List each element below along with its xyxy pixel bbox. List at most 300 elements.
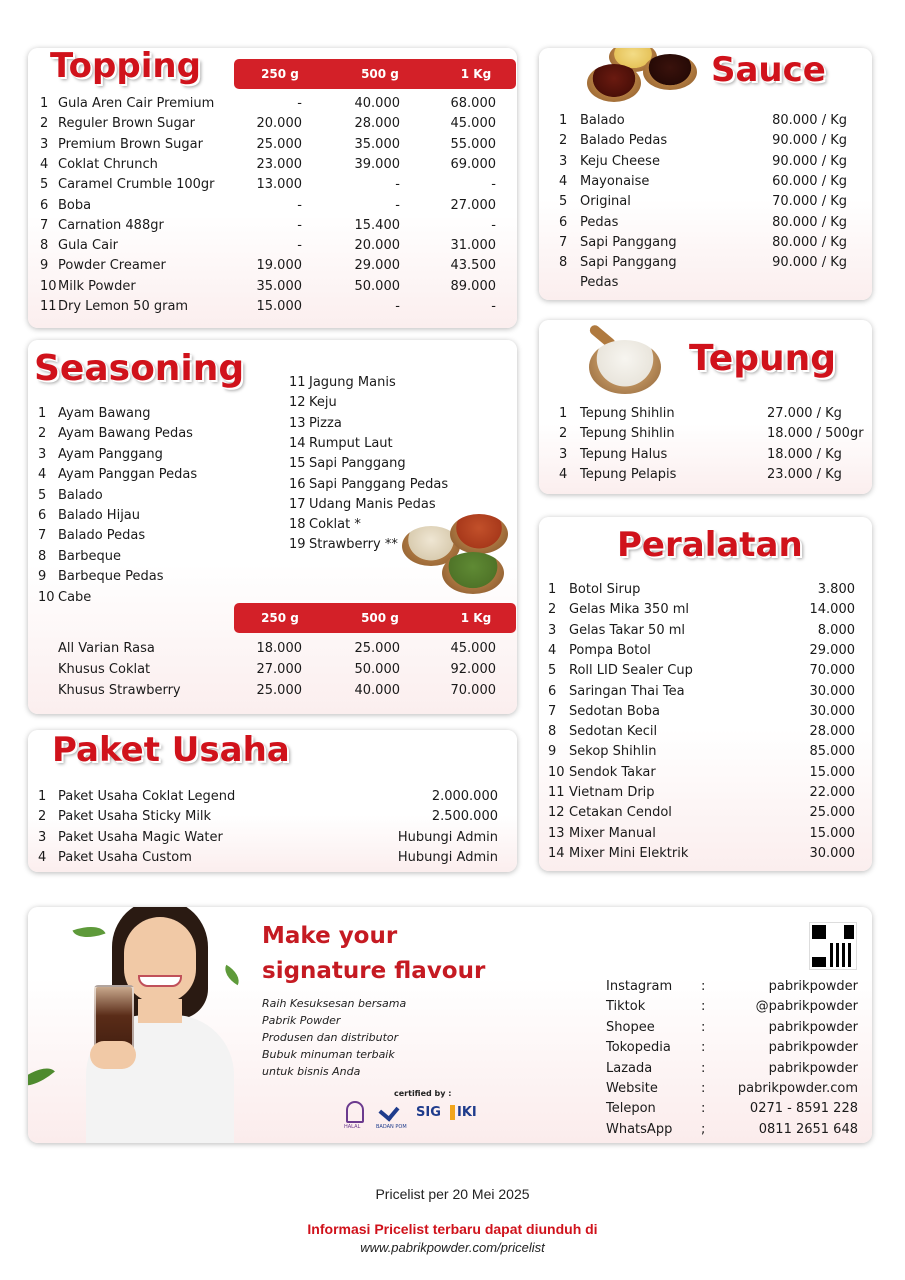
row-number: 2 xyxy=(548,602,557,618)
contact-label: Tokopedia xyxy=(606,1040,671,1056)
table-row xyxy=(539,255,872,275)
price-500g: 40.000 xyxy=(354,683,400,698)
table-row xyxy=(28,641,517,661)
price-500g: 50.000 xyxy=(354,278,400,294)
table-row xyxy=(539,235,872,255)
row-number: 3 xyxy=(559,153,568,169)
item-name: Pompa Botol xyxy=(569,642,651,658)
contact-row xyxy=(28,1061,872,1081)
item-name: Caramel Crumble 100gr xyxy=(58,177,215,193)
item-name: Balado xyxy=(580,113,625,128)
table-row-continuation xyxy=(539,275,872,295)
price-1kg: - xyxy=(491,217,496,233)
contact-value-link[interactable]: 0811 2651 648 xyxy=(758,1121,858,1137)
price-500g: 15.400 xyxy=(354,217,400,233)
contact-separator: : xyxy=(701,999,706,1015)
item-name: Keju xyxy=(309,395,337,411)
price-1kg: 27.000 xyxy=(450,197,496,213)
table-row xyxy=(28,850,517,870)
table-row xyxy=(28,662,517,682)
seasoning-header-500: 500 g xyxy=(361,611,399,625)
contact-label: WhatsApp xyxy=(606,1121,673,1137)
table-row xyxy=(539,663,872,683)
row-number: 8 xyxy=(40,238,49,254)
halal-logo-text: HALAL xyxy=(344,1124,361,1130)
flour-bowl-image xyxy=(583,322,667,396)
price-500g: 25.000 xyxy=(354,641,400,656)
table-row xyxy=(28,830,517,850)
table-row xyxy=(539,582,872,602)
tagline-line: Produsen dan distributor xyxy=(262,1031,399,1044)
price-250g: 20.000 xyxy=(256,116,302,132)
contact-separator: : xyxy=(701,1040,706,1056)
list-item xyxy=(28,375,517,395)
row-number: 17 xyxy=(289,496,306,512)
table-row xyxy=(539,785,872,805)
item-name: Mayonaise xyxy=(580,173,650,189)
item-name: Khusus Coklat xyxy=(58,662,151,677)
item-name: Sapi Panggang xyxy=(309,456,406,472)
item-name: Ayam Bawang Pedas xyxy=(58,426,193,442)
table-row xyxy=(28,258,517,278)
tagline-line: Pabrik Powder xyxy=(262,1014,341,1027)
item-price: 80.000 / Kg xyxy=(772,113,847,128)
table-row xyxy=(28,299,517,319)
price-250g: - xyxy=(297,96,302,111)
table-row xyxy=(539,426,872,446)
row-number: 8 xyxy=(548,724,557,740)
item-price: 70.000 / Kg xyxy=(772,194,847,210)
item-name: Jagung Manis xyxy=(309,375,396,390)
row-number: 2 xyxy=(38,809,47,825)
item-name: Roll LID Sealer Cup xyxy=(569,663,693,679)
row-number: 11 xyxy=(548,785,565,800)
row-number: 13 xyxy=(548,825,565,841)
row-number: 11 xyxy=(289,375,306,390)
row-number: 6 xyxy=(40,197,49,213)
seasoning-header-bar xyxy=(234,603,516,633)
price-1kg: 45.000 xyxy=(450,116,496,132)
certified-label: certified by : xyxy=(394,1089,452,1098)
price-500g: - xyxy=(395,177,400,193)
contact-label: Lazada xyxy=(606,1060,653,1076)
list-item xyxy=(28,477,517,497)
price-1kg: 69.000 xyxy=(450,156,496,172)
item-name: Sendok Takar xyxy=(569,764,656,780)
item-price: Hubungi Admin xyxy=(397,829,498,845)
table-row xyxy=(28,218,517,238)
row-number: 2 xyxy=(38,426,47,442)
item-name: Mixer Manual xyxy=(569,825,656,841)
contact-separator: : xyxy=(701,1101,706,1117)
price-250g: 19.000 xyxy=(256,258,302,274)
peralatan-card xyxy=(539,517,872,871)
item-name: Gelas Mika 350 ml xyxy=(569,602,690,618)
item-price: Hubungi Admin xyxy=(397,849,498,865)
item-name: Sapi Panggang Pedas xyxy=(309,476,449,492)
price-250g: 15.000 xyxy=(256,299,302,314)
item-price: 80.000 / Kg xyxy=(772,214,847,230)
price-1kg: 89.000 xyxy=(450,278,496,294)
item-price: 30.000 xyxy=(809,703,855,719)
item-price: 25.000 xyxy=(809,805,855,821)
table-row xyxy=(28,157,517,177)
table-row xyxy=(28,279,517,299)
row-number: 1 xyxy=(38,789,47,804)
item-name: Ayam Bawang xyxy=(58,406,151,421)
row-number: 4 xyxy=(38,849,47,865)
row-number: 4 xyxy=(40,156,49,172)
item-name: All Varian Rasa xyxy=(58,641,155,656)
promo-card xyxy=(28,907,872,1143)
price-1kg: 68.000 xyxy=(450,96,496,111)
contact-row xyxy=(28,1122,872,1142)
table-row xyxy=(539,602,872,622)
price-250g: 35.000 xyxy=(256,278,302,294)
item-price: 90.000 / Kg xyxy=(772,133,847,149)
paket-title: Paket Usaha xyxy=(52,730,290,770)
price-1kg: - xyxy=(491,177,496,193)
item-name: Pedas xyxy=(580,275,619,291)
item-price: 8.000 xyxy=(817,622,855,638)
row-number: 11 xyxy=(40,299,57,314)
item-name: Balado Pedas xyxy=(58,528,146,544)
row-number: 1 xyxy=(559,113,568,128)
item-name: Gula Aren Cair Premium xyxy=(58,96,215,111)
price-1kg: 92.000 xyxy=(450,662,496,677)
item-name: Premium Brown Sugar xyxy=(58,136,203,152)
pricelist-date: Pricelist per 20 Mei 2025 xyxy=(375,1186,530,1202)
item-name: Sekop Shihlin xyxy=(569,744,657,760)
item-name: Tepung Shihlin xyxy=(580,426,675,442)
table-row xyxy=(539,447,872,467)
item-price: 30.000 xyxy=(809,845,855,861)
table-row xyxy=(539,684,872,704)
row-number: 7 xyxy=(38,528,47,544)
row-number: 16 xyxy=(289,476,306,492)
item-price: 15.000 xyxy=(809,825,855,841)
spice-bowls-image xyxy=(402,512,512,594)
sauce-card xyxy=(539,48,872,300)
paket-usaha-card xyxy=(28,730,517,872)
seasoning-card xyxy=(28,340,517,714)
table-row xyxy=(539,643,872,663)
contact-label: Telepon xyxy=(606,1101,656,1117)
row-number: 3 xyxy=(559,446,568,462)
row-number: 12 xyxy=(548,805,565,821)
item-price: 18.000 / 500gr xyxy=(767,426,864,442)
item-name: Botol Sirup xyxy=(569,582,641,597)
row-number: 9 xyxy=(38,569,47,585)
item-price: 70.000 xyxy=(809,663,855,679)
contact-separator: : xyxy=(701,979,706,994)
item-name: Ayam Panggan Pedas xyxy=(58,467,198,483)
headline-line-2: signature flavour xyxy=(262,958,486,984)
topping-header-500: 500 g xyxy=(361,67,399,81)
price-1kg: 45.000 xyxy=(450,641,496,656)
item-name: Barbeque xyxy=(58,548,121,564)
iki-logo: IKI xyxy=(450,1105,477,1120)
contact-label: Tiktok xyxy=(606,999,646,1015)
table-row xyxy=(28,809,517,829)
row-number: 2 xyxy=(559,426,568,442)
table-row xyxy=(28,789,517,809)
list-item xyxy=(28,569,288,589)
price-1kg: 43.500 xyxy=(450,258,496,274)
row-number: 5 xyxy=(40,177,49,193)
contact-value-link[interactable]: pabrikpowder xyxy=(768,1060,858,1076)
row-number: 6 xyxy=(559,214,568,230)
list-item xyxy=(28,416,517,436)
seasoning-title: Seasoning xyxy=(34,348,245,389)
item-name: Balado Pedas xyxy=(580,133,668,149)
item-price: 18.000 / Kg xyxy=(767,446,842,462)
contact-value-link[interactable]: @pabrikpowder xyxy=(755,999,858,1015)
item-name: Dry Lemon 50 gram xyxy=(58,299,189,314)
contact-label: Website xyxy=(606,1081,658,1096)
tagline-line: Raih Kesuksesan bersama xyxy=(262,997,407,1010)
row-number: 7 xyxy=(559,234,568,250)
seasoning-header-1kg: 1 Kg xyxy=(460,611,492,625)
row-number: 19 xyxy=(289,537,306,553)
price-1kg: 55.000 xyxy=(450,136,496,152)
item-price: 28.000 xyxy=(809,724,855,740)
table-row xyxy=(28,137,517,157)
item-name: Tepung Halus xyxy=(580,446,668,462)
contact-row xyxy=(28,1101,872,1121)
item-price: 90.000 / Kg xyxy=(772,153,847,169)
contact-separator: : xyxy=(701,1019,706,1035)
topping-header-250: 250 g xyxy=(261,67,299,81)
contact-row xyxy=(28,999,872,1019)
row-number: 9 xyxy=(548,744,557,760)
row-number: 1 xyxy=(40,96,49,111)
item-price: 2.000.000 xyxy=(431,789,498,804)
table-row xyxy=(539,704,872,724)
table-row xyxy=(28,238,517,258)
row-number: 9 xyxy=(40,258,49,274)
row-number: 4 xyxy=(38,467,47,483)
row-number: 4 xyxy=(559,173,568,189)
row-number: 10 xyxy=(548,764,565,780)
table-row xyxy=(539,113,872,133)
list-item xyxy=(28,456,517,476)
contact-value-link[interactable]: 0271 - 8591 228 xyxy=(749,1101,858,1117)
headline-line-1: Make your xyxy=(262,923,398,949)
contact-label: Shopee xyxy=(606,1019,655,1035)
table-row xyxy=(539,846,872,866)
price-250g: 25.000 xyxy=(256,136,302,152)
item-price: 15.000 xyxy=(809,764,855,780)
contact-value-link[interactable]: pabrikpowder xyxy=(768,1040,858,1056)
sauce-bowls-image xyxy=(587,48,699,108)
row-number: 7 xyxy=(40,217,49,233)
row-number: 8 xyxy=(38,548,47,564)
tagline-line: Bubuk minuman terbaik xyxy=(262,1048,395,1061)
item-price: 27.000 / Kg xyxy=(767,406,842,421)
item-name: Khusus Strawberry xyxy=(58,683,181,698)
item-name: Barbeque Pedas xyxy=(58,569,164,585)
item-price: 14.000 xyxy=(809,602,855,618)
item-name: Reguler Brown Sugar xyxy=(58,116,196,132)
row-number: 4 xyxy=(559,466,568,482)
sauce-title: Sauce xyxy=(711,50,826,90)
item-name: Sedotan Boba xyxy=(569,703,660,719)
item-price: 29.000 xyxy=(809,642,855,658)
table-row xyxy=(539,826,872,846)
item-name: Sedotan Kecil xyxy=(569,724,658,740)
item-name: Balado Hijau xyxy=(58,508,141,523)
row-number: 1 xyxy=(559,406,568,421)
item-name: Powder Creamer xyxy=(58,258,166,274)
contact-row xyxy=(28,1081,872,1101)
row-number: 14 xyxy=(289,435,306,451)
item-name: Udang Manis Pedas xyxy=(309,496,436,512)
price-500g: - xyxy=(395,299,400,314)
row-number: 5 xyxy=(38,487,47,503)
table-row xyxy=(539,194,872,214)
price-250g: 18.000 xyxy=(256,641,302,656)
table-row xyxy=(539,174,872,194)
tagline-line: untuk bisnis Anda xyxy=(262,1065,361,1078)
item-name: Sapi Panggang xyxy=(580,234,677,250)
contact-value-link[interactable]: pabrikpowder xyxy=(768,1019,858,1035)
contact-separator: : xyxy=(701,1060,706,1076)
item-price: 80.000 / Kg xyxy=(772,234,847,250)
table-row xyxy=(539,133,872,153)
table-row xyxy=(28,198,517,218)
item-name: Carnation 488gr xyxy=(58,217,164,233)
price-1kg: - xyxy=(491,299,496,314)
item-price: 22.000 xyxy=(809,785,855,800)
item-name: Boba xyxy=(58,197,92,213)
qr-code-icon xyxy=(810,923,856,969)
item-name: Coklat * xyxy=(309,517,361,533)
item-price: 90.000 / Kg xyxy=(772,255,847,271)
price-250g: 27.000 xyxy=(256,662,302,677)
item-name: Sapi Panggang xyxy=(580,255,677,271)
contact-row xyxy=(28,1040,872,1060)
row-number: 8 xyxy=(559,255,568,271)
table-row xyxy=(28,177,517,197)
pricelist-url-link[interactable]: www.pabrikpowder.com/pricelist xyxy=(360,1240,545,1255)
tepung-title: Tepung xyxy=(689,338,836,379)
contact-value-link[interactable]: pabrikpowder.com xyxy=(737,1081,858,1096)
row-number: 3 xyxy=(38,446,47,462)
item-name: Saringan Thai Tea xyxy=(569,683,685,699)
contact-separator: ; xyxy=(701,1121,706,1137)
price-250g: - xyxy=(297,217,302,233)
table-row xyxy=(539,744,872,764)
item-name: Rumput Laut xyxy=(309,435,393,451)
table-row xyxy=(539,154,872,174)
contact-label: Instagram xyxy=(606,979,673,994)
item-name: Tepung Shihlin xyxy=(580,406,675,421)
list-item xyxy=(28,395,517,415)
table-row xyxy=(539,467,872,487)
row-number: 3 xyxy=(548,622,557,638)
item-name: Strawberry ** xyxy=(309,537,398,553)
table-row xyxy=(539,805,872,825)
row-number: 2 xyxy=(40,116,49,132)
table-row xyxy=(539,724,872,744)
peralatan-title: Peralatan xyxy=(617,525,803,565)
price-1kg: 31.000 xyxy=(450,238,496,254)
price-250g: 13.000 xyxy=(256,177,302,193)
item-name: Paket Usaha Magic Water xyxy=(58,829,223,845)
topping-header-bar xyxy=(234,59,516,89)
price-500g: 20.000 xyxy=(354,238,400,254)
row-number: 2 xyxy=(559,133,568,149)
item-price: 3.800 xyxy=(817,582,855,597)
row-number: 1 xyxy=(38,406,47,421)
item-price: 23.000 / Kg xyxy=(767,466,842,482)
contact-separator: : xyxy=(701,1081,706,1096)
price-1kg: 70.000 xyxy=(450,683,496,698)
pricelist-info: Informasi Pricelist terbaru dapat diunduh di xyxy=(307,1221,598,1237)
price-250g: 23.000 xyxy=(256,156,302,172)
item-name: Balado xyxy=(58,487,103,503)
price-500g: 28.000 xyxy=(354,116,400,132)
item-name: Coklat Chrunch xyxy=(58,156,158,172)
row-number: 12 xyxy=(289,395,306,411)
price-500g: 29.000 xyxy=(354,258,400,274)
item-name: Paket Usaha Sticky Milk xyxy=(58,809,212,825)
row-number: 3 xyxy=(38,829,47,845)
list-item xyxy=(28,436,517,456)
item-name: Paket Usaha Custom xyxy=(58,849,192,865)
table-row xyxy=(539,623,872,643)
table-row xyxy=(28,96,517,116)
item-price: 2.500.000 xyxy=(431,809,498,825)
price-500g: 40.000 xyxy=(354,96,400,111)
row-number: 1 xyxy=(548,582,557,597)
item-name: Keju Cheese xyxy=(580,153,660,169)
sig-logo: SIG xyxy=(416,1105,441,1120)
table-row xyxy=(539,765,872,785)
item-price: 85.000 xyxy=(809,744,855,760)
table-row xyxy=(28,683,517,703)
row-number: 7 xyxy=(548,703,557,719)
row-number: 14 xyxy=(548,845,565,861)
contact-value-link[interactable]: pabrikpowder xyxy=(768,979,858,994)
price-500g: 35.000 xyxy=(354,136,400,152)
item-name: Pedas xyxy=(580,214,619,230)
topping-title: Topping xyxy=(50,48,201,86)
contact-row xyxy=(28,1020,872,1040)
row-number: 3 xyxy=(40,136,49,152)
item-name: Original xyxy=(580,194,631,210)
row-number: 13 xyxy=(289,415,306,431)
price-500g: 39.000 xyxy=(354,156,400,172)
item-name: Milk Powder xyxy=(58,278,136,294)
row-number: 6 xyxy=(548,683,557,699)
price-500g: - xyxy=(395,197,400,213)
topping-header-1kg: 1 Kg xyxy=(460,67,492,81)
row-number: 5 xyxy=(548,663,557,679)
row-number: 10 xyxy=(40,278,57,294)
row-number: 10 xyxy=(38,589,55,605)
item-name: Vietnam Drip xyxy=(569,785,655,800)
item-name: Paket Usaha Coklat Legend xyxy=(58,789,236,804)
item-name: Mixer Mini Elektrik xyxy=(569,845,689,861)
table-row xyxy=(539,215,872,235)
item-price: 30.000 xyxy=(809,683,855,699)
seasoning-header-250: 250 g xyxy=(261,611,299,625)
tepung-card xyxy=(539,320,872,494)
item-name: Gelas Takar 50 ml xyxy=(569,622,686,638)
item-price: 60.000 / Kg xyxy=(772,173,847,189)
